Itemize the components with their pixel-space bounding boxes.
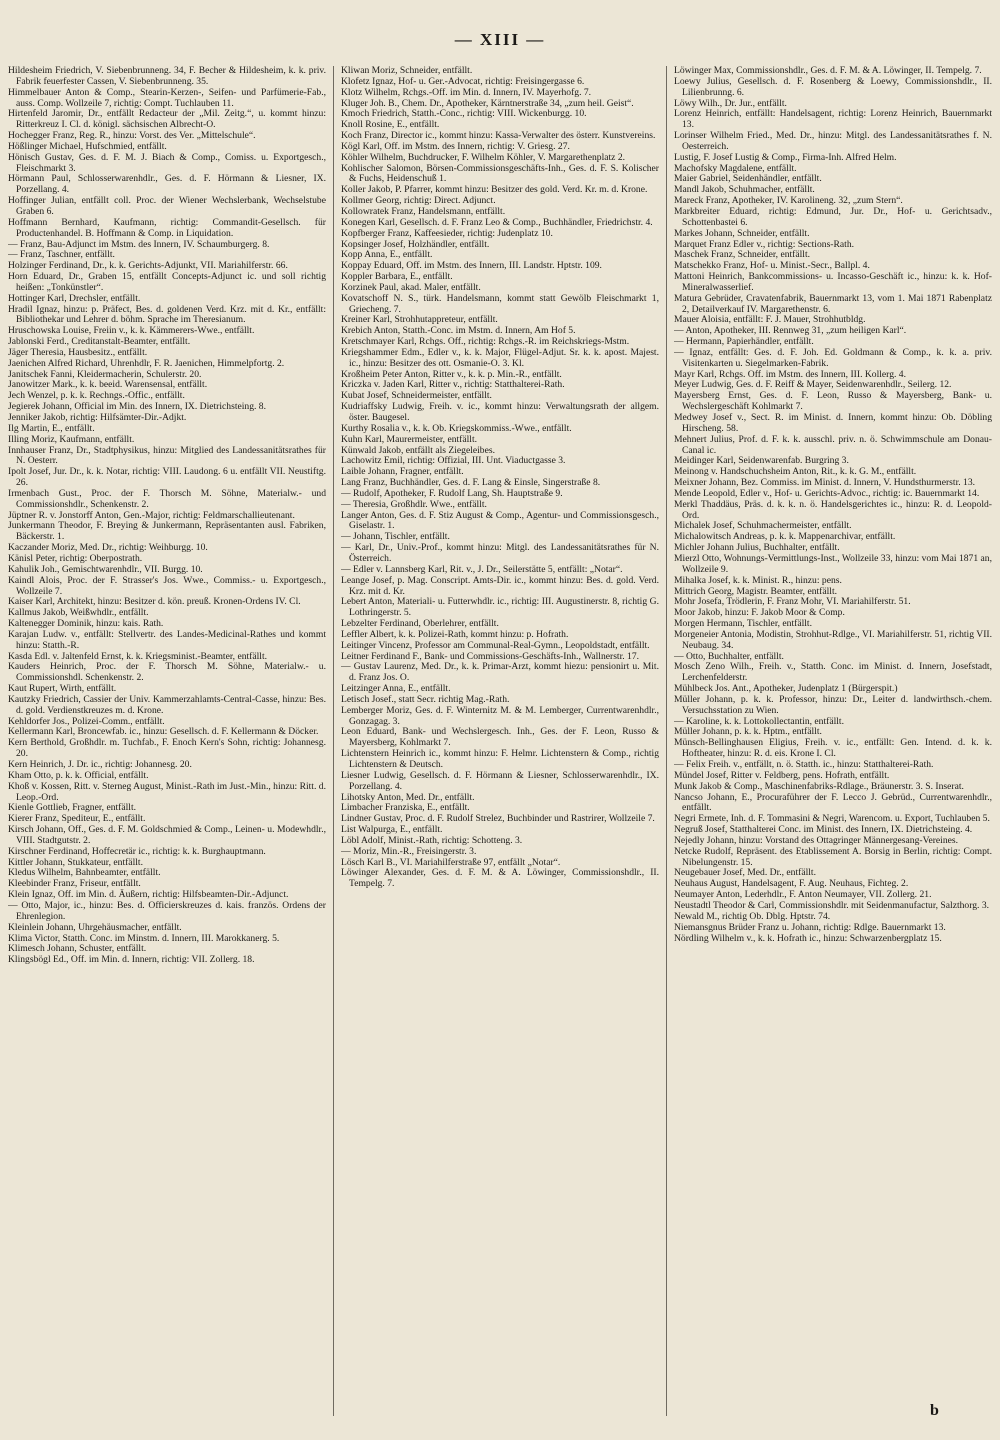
directory-entry: Mohr Josefa, Trödlerin, F. Franz Mohr, VI. Mariahilferstr. 51. <box>674 596 911 608</box>
directory-entry: Newald M., richtig Ob. Dblg. Hptstr. 74. <box>674 910 831 922</box>
directory-entry: Hruschowska Louise, Freiin v., k. k. Kämmerers-Wwe., entfällt. <box>8 325 255 337</box>
directory-entry: Müller Johann, p. k. k. Professor, hinzu: Dr., Leiter d. landwirthsch.-chem. Versuchsstation zu Wien. <box>674 693 992 716</box>
directory-entry: Medwey Josef v., Sect. R. im Minist. d. Innern, kommt hinzu: Ob. Döbling Hirscheng. 58. <box>674 412 992 434</box>
directory-entry: — Edler v. Lannsberg Karl, Rit. v., J. Dr., Seilerstätte 5, entfällt: „Notar“. <box>341 563 623 575</box>
directory-entry: Kmoch Friedrich, Statth.-Conc., richtig: VIII. Wickenburgg. 10. <box>341 108 587 120</box>
directory-entry: Marquet Franz Edler v., richtig: Sections-Rath. <box>674 238 855 250</box>
directory-entry: Hradil Ignaz, hinzu: p. Präfect, Bes. d. goldenen Verd. Krz. mit d. Kr., entfällt: Bibliothekar und Lehrer d. böhm. Sprache im Theresianum. <box>8 303 326 326</box>
directory-entry: Klein Ignaz, Off. im Min. d. Äußern, richtig: Hilfsbeamten-Dir.-Adjunct. <box>8 889 289 901</box>
directory-entry: Kreiner Karl, Strohhutappreteur, entfällt. <box>341 314 498 326</box>
directory-entry: Klima Victor, Statth. Conc. im Minstm. d. Innern, III. Marokkanerg. 5. <box>8 932 280 944</box>
directory-entry: Mandl Jakob, Schuhmacher, entfällt. <box>674 184 815 196</box>
directory-entry: Klimesch Johann, Schuster, entfällt. <box>8 943 147 955</box>
directory-entry: Maschek Franz, Schneider, entfällt. <box>674 249 811 261</box>
directory-entry: Mayr Karl, Rchgs. Off. im Mstm. des Innern, III. Kollerg. 4. <box>674 368 906 380</box>
directory-entry: Lösch Karl B., VI. Mariahilferstraße 97, entfällt „Notar“. <box>341 856 561 868</box>
directory-entry: Jech Wenzel, p. k. k. Rechngs.-Offic., entfällt. <box>8 390 185 402</box>
directory-entry: Morgeneier Antonia, Modistin, Strohhut-Rdlge., VI. Mariahilferstr. 51, richtig VII. Neubaug. 34. <box>674 628 992 651</box>
directory-entry: Horn Eduard, Dr., Graben 15, entfällt Concepts-Adjunct ic. und soll richtig heißen: „Tonkünstler“. <box>8 271 326 293</box>
directory-entry: Mattoni Heinrich, Bankcommissions- u. Incasso-Geschäft ic., hinzu: k. k. Hof-Mineralwasserlief. <box>674 271 992 293</box>
directory-entry: Matschekko Franz, Hof- u. Minist.-Secr., Ballpl. 4. <box>674 260 870 272</box>
directory-entry: Munk Jakob & Comp., Maschinenfabriks-Rdlage., Bräunerstr. 3. S. Inserat. <box>674 780 964 792</box>
directory-entry: Klingsbögl Ed., Off. im Min. d. Innern, richtig: VII. Zollerg. 18. <box>8 954 255 966</box>
directory-entry: Negruß Josef, Statthalterei Conc. im Minist. des Innern, IX. Dietrichsteing. 4. <box>674 824 973 836</box>
directory-entry: Langer Anton, Ges. d. F. Stiz August & Comp., Agentur- und Commissionsgesch., Giselastr. 1. <box>341 509 659 532</box>
directory-entry: Lihotsky Anton, Med. Dr., entfällt. <box>341 791 475 803</box>
directory-entry: Kurthy Rosalia v., k. k. Ob. Kriegskommiss.-Wwe., entfällt. <box>341 422 572 434</box>
directory-entry: — Felix Freih. v., entfällt, n. ö. Statth. ic., hinzu: Statthalterei-Rath. <box>674 759 934 770</box>
directory-entry: — Hermann, Papierhändler, entfällt. <box>674 336 814 348</box>
directory-entry: Letisch Josef., statt Secr. richtig Mag.-Rath. <box>341 693 510 705</box>
directory-entry: Hörmann Paul, Schlosserwarenhdlr., Ges. d. F. Hörmann & Liesner, IX. Porzellang. 4. <box>8 173 326 196</box>
directory-entry: Löwinger Alexander, Ges. d. F. M. & A. Löwinger, Commissionshdlr., II. Tempelg. 7. <box>341 867 659 890</box>
directory-entry: — Karl, Dr., Univ.-Prof., kommt hinzu: Mitgl. des Landessanitätsrathes für N. Österreich. <box>341 542 659 564</box>
directory-entry: Hochegger Franz, Reg. R., hinzu: Vorst. des Ver. „Mittelschule“. <box>8 130 256 142</box>
directory-entry: Kroßheim Peter Anton, Ritter v., k. k. p. Min.-R., entfällt. <box>341 368 562 380</box>
directory-entry: Kittler Johann, Stukkateur, entfällt. <box>8 856 143 868</box>
directory-entry: Junkermann Theodor, F. Breying & Junkermann, Repräsentanten ausl. Fabriken, Bäckerstr. 1. <box>8 520 326 543</box>
directory-entry: Negri Ermete, Inh. d. F. Tommasini & Negri, Warencom. u. Export, Tuchlauben 5. <box>674 813 990 825</box>
directory-entry: Kliwan Moriz, Schneider, entfällt. <box>341 66 473 76</box>
directory-entry: — Franz, Bau-Adjunct im Mstm. des Innern, IV. Schaumburgerg. 8. <box>8 238 270 250</box>
directory-entry: Jablonski Ferd., Creditanstalt-Beamter, entfällt. <box>8 336 191 348</box>
directory-entry: — Gustav Laurenz, Med. Dr., k. k. Primar-Arzt, kommt hiezu: pensionirt u. Mit. d. Franz Jos. O. <box>341 661 659 684</box>
directory-entry: Löwy Wilh., Dr. Jur., entfällt. <box>674 97 787 109</box>
directory-entry: Ilg Martin, E., entfällt. <box>8 422 95 434</box>
directory-entry: Niemansgnus Brüder Franz u. Johann, richtig: Rdlge. Bauernmarkt 13. <box>674 921 946 933</box>
column-rule <box>333 66 334 1416</box>
directory-entry: Kauders Heinrich, Proc. der F. Thorsch M. Söhne, Materialw.- u. Commissionshdl. Schenkenstr. 2. <box>8 661 326 684</box>
directory-entry: Kahulik Joh., Gemischtwarenhdlr., VII. Burgg. 10. <box>8 563 203 575</box>
directory-entry: Kallmus Jakob, Weißwhdlr., entfällt. <box>8 607 149 619</box>
directory-entry: — Otto, Buchhalter, entfällt. <box>674 650 784 662</box>
directory-entry: Nejedly Johann, hinzu: Vorstand des Ottagringer Männergesang-Vereines. <box>674 834 959 846</box>
directory-entry: Liesner Ludwig, Gesellsch. d. F. Hörmann & Liesner, Schlosserwarenhdlr., IX. Porzellang. 4. <box>341 769 659 792</box>
directory-entry: Löwinger Max, Commissionshdlr., Ges. d. F. M. & A. Löwinger, II. Tempelg. 7. <box>674 66 982 76</box>
directory-entry: Meidinger Karl, Seidenwarenfab. Burgring 3. <box>674 455 849 467</box>
directory-entry: Kriegshammer Edm., Edler v., k. k. Major, Flügel-Adjut. Sr. k. k. apost. Majest. ic., hinzu: Besitzer des ott. Osmanie-O. 3. Kl. <box>341 346 659 369</box>
directory-entry: Markes Johann, Schneider, entfällt. <box>674 227 810 239</box>
directory-entry: Lindner Gustav, Proc. d. F. Rudolf Strelez, Buchbinder und Rastrirer, Wollzeile 7. <box>341 813 655 825</box>
directory-entry: Münsch-Bellinghausen Eligius, Freih. v. ic., entfällt: Gen. Intend. d. k. k. Hoftheater, hinzu: R. d. eis. Krone I. Cl. <box>674 737 992 760</box>
directory-entry: Hoffinger Julian, entfällt coll. Proc. der Wiener Wechslerbank, Wechselstube Graben 6. <box>8 195 326 217</box>
directory-entry: Hoffmann Bernhard, Kaufmann, richtig: Commandit-Gesellsch. für Productenhandel. B. Hoffmann & Comp. in Liquidation. <box>8 216 326 239</box>
directory-entry: Künwald Jakob, entfällt als Ziegeleibes. <box>341 444 495 456</box>
directory-entry: Janitschek Fanni, Kleidermacherin, Schulerstr. 20. <box>8 368 202 380</box>
directory-entry: Köhler Wilhelm, Buchdrucker, F. Wilhelm Köhler, V. Margarethenplatz 2. <box>341 151 626 163</box>
directory-entry: Kern Heinrich, J. Dr. ic., richtig: Johannesg. 20. <box>8 759 192 770</box>
directory-entry: Kham Otto, p. k. k. Official, entfällt. <box>8 769 149 781</box>
directory-entry: Michalowitsch Andreas, p. k. k. Mappenarchivar, entfällt. <box>674 531 896 543</box>
directory-entry: Michler Johann Julius, Buchhalter, entfällt. <box>674 542 840 554</box>
directory-entry: — Otto, Major, ic., hinzu: Bes. d. Officierskreuzes d. kais. französ. Ordens der Ehrenlegion. <box>8 899 326 922</box>
directory-entry: Lichtenstern Heinrich ic., kommt hinzu: F. Helmr. Lichtenstern & Comp., richtig Lichtenstern & Deutsch. <box>341 748 659 770</box>
directory-entry: Jaenichen Alfred Richard, Uhrenhdlr, F. R. Jaenichen, Himmelpfortg. 2. <box>8 357 285 369</box>
directory-entry: Kögl Karl, Off. im Mstm. des Innern, richtig: V. Griesg. 27. <box>341 140 570 152</box>
directory-entry: Meinong v. Handschuchsheim Anton, Rit., k. k. G. M., entfällt. <box>674 466 917 478</box>
directory-entry: Korzinek Paul, akad. Maler, entfällt. <box>341 281 481 293</box>
directory-entry: Laible Johann, Fragner, entfällt. <box>341 466 464 478</box>
directory-entry: Kollowratek Franz, Handelsmann, entfällt. <box>341 205 506 217</box>
directory-entry: Maier Gabriel, Seidenhändler, entfällt. <box>674 173 822 185</box>
directory-entry: Hönisch Gustav, Ges. d. F. M. J. Biach & Comp., Comiss. u. Exportgesch., Fleischmarkt 3. <box>8 151 326 174</box>
directory-entry: Innhauser Franz, Dr., Stadtphysikus, hinzu: Mitglied des Landessanitätsrathes für N. Oesterr. <box>8 444 326 467</box>
directory-entry: Kellermann Karl, Broncewfab. ic., hinzu: Gesellsch. d. F. Kellermann & Döcker. <box>8 726 319 738</box>
directory-entry: Illing Moriz, Kaufmann, entfällt. <box>8 433 135 445</box>
directory-entry: Holzinger Ferdinand, Dr., k. k. Gerichts-Adjunkt, VII. Mariahilferstr. 66. <box>8 260 288 272</box>
directory-entry: Mündel Josef, Ritter v. Feldberg, pens. Hofrath, entfällt. <box>674 769 890 781</box>
directory-entry: — Theresia, Großhdlr. Wwe., entfällt. <box>341 498 487 510</box>
directory-entry: Knoll Rosine, E., entfällt. <box>341 119 440 131</box>
directory-entry: — Karoline, k. k. Lottokollectantin, entfällt. <box>674 715 844 727</box>
directory-entry: Leange Josef, p. Mag. Conscript. Amts-Dir. ic., kommt hinzu: Bes. d. gold. Verd. Krz. mit d. Kr. <box>341 574 659 597</box>
directory-entry: Kleinlein Johann, Uhrgehäusmacher, entfällt. <box>8 921 182 933</box>
directory-entry: List Walpurga, E., entfällt. <box>341 824 443 836</box>
directory-entry: Hottinger Karl, Drechsler, entfällt. <box>8 292 141 304</box>
directory-entry: Kledus Wilhelm, Bahnbeamter, entfällt. <box>8 867 161 879</box>
directory-entry: Kriczka v. Jaden Karl, Ritter v., richtig: Statthalterei-Rath. <box>341 379 565 391</box>
directory-entry: Müller Johann, p. k. k. Hptm., entfällt. <box>674 726 822 738</box>
directory-entry: Kirsch Johann, Off., Ges. d. F. M. Goldschmied & Comp., Leinen- u. Modewhdlr., VIII. Stadtgutstr. 2. <box>8 824 326 846</box>
directory-entry: Kluger Joh. B., Chem. Dr., Apotheker, Kärntnerstraße 34, „zum heil. Geist“. <box>341 97 634 109</box>
directory-entry: Kohlischer Salomon, Börsen-Commissionsgeschäfts-Inh., Ges. d. F. S. Kolischer & Fuchs, Heidenschuß 1. <box>341 162 659 185</box>
directory-entry: Karajan Ludw. v., entfällt: Stellvertr. des Landes-Medicinal-Rathes und kommt hinzu: Statth.-R. <box>8 628 326 651</box>
directory-entry: Kaut Rupert, Wirth, entfällt. <box>8 683 117 695</box>
directory-entry: Michalek Josef, Schuhmachermeister, entfällt. <box>674 520 852 532</box>
signature-mark: b <box>930 1402 939 1419</box>
directory-entry: Kierer Franz, Spediteur, E., entfällt. <box>8 813 146 825</box>
directory-entry: Klofetz Ignaz, Hof- u. Ger.-Advocat, richtig: Freisingergasse 6. <box>341 75 585 87</box>
directory-entry: Lorinser Wilhelm Fried., Med. Dr., hinzu: Mitgl. des Landessanitätsrathes f. N. Oesterreich. <box>674 130 992 152</box>
directory-entry: Jäger Theresia, Hausbesitz., entfällt. <box>8 346 148 358</box>
directory-entry: Kuhn Karl, Maurermeister, entfällt. <box>341 433 478 445</box>
directory-entry: Klotz Wilhelm, Rchgs.-Off. im Min. d. Innern, IV. Mayerhofg. 7. <box>341 86 592 98</box>
directory-entry: — Ignaz, entfällt: Ges. d. F. Joh. Ed. Goldmann & Comp., k. k. a. priv. Visitenkarten u. Siegelmarken-Fabrik. <box>674 346 992 369</box>
directory-entry: Känisl Peter, richtig: Oberpostrath. <box>8 552 143 564</box>
directory-entry: Neuhaus August, Handelsagent, F. Aug. Neuhaus, Fichteg. 2. <box>674 878 909 890</box>
directory-entry: Kollmer Georg, richtig: Direct. Adjunct. <box>341 195 496 207</box>
directory-entry: Kaczander Moriz, Med. Dr., richtig: Weihburgg. 10. <box>8 542 208 554</box>
directory-entry: Moor Jakob, hinzu: F. Jakob Moor & Comp. <box>674 607 845 619</box>
directory-entry: Konegen Karl, Gesellsch. d. F. Franz Leo & Comp., Buchhändler, Friedrichstr. 4. <box>341 216 653 228</box>
directory-entry: Kautzky Friedrich, Cassier der Univ. Kammerzahlamts-Central-Casse, hinzu: Bes. d. gold. Verdienstkreuzes m. d. Krone. <box>8 693 326 716</box>
directory-entry: Mittrich Georg, Magistr. Beamter, entfällt. <box>674 585 838 597</box>
text-column-2 <box>341 66 659 1418</box>
directory-entry: Krebich Anton, Statth.-Conc. im Mstm. d. Innern, Am Hof 5. <box>341 325 576 337</box>
directory-entry: Machofsky Magdalene, entfällt. <box>674 162 797 174</box>
directory-entry: — Anton, Apotheker, III. Rennweg 31, „zum heiligen Karl“. <box>674 325 907 337</box>
directory-entry: Kaiser Karl, Architekt, hinzu: Besitzer d. kön. preuß. Kronen-Ordens IV. Cl. <box>8 596 301 608</box>
column-rule <box>666 66 667 1416</box>
directory-entry: Mierzl Otto, Wohnungs-Vermittlungs-Inst., Wollzeile 33, hinzu: vom Mai 1871 an, Wollzeile 9. <box>674 552 992 575</box>
directory-entry: Merkl Thaddäus, Präs. d. k. k. n. ö. Handelsgerichtes ic., hinzu: R. d. Leopold-Ord. <box>674 498 992 521</box>
directory-entry: Mende Leopold, Edler v., Hof- u. Gerichts-Advoc., richtig: ic. Bauernmarkt 14. <box>674 487 980 499</box>
directory-entry: Matura Gebrüder, Cravatenfabrik, Bauernmarkt 13, vom 1. Mai 1871 Rabenplatz 2, Detailverkauf IV. Margarethenstr. 6. <box>674 292 992 315</box>
directory-entry: Mühlbeck Jos. Ant., Apotheker, Judenplatz 1 (Bürgerspit.) <box>674 683 898 695</box>
directory-entry: Kubat Josef, Schneidermeister, entfällt. <box>341 390 492 402</box>
directory-entry: Meyer Ludwig, Ges. d. F. Reiff & Mayer, Seidenwarenhdlr., Seilerg. 12. <box>674 379 952 391</box>
directory-entry: Leitzinger Anna, E., entfällt. <box>341 683 451 695</box>
directory-entry: Loewy Julius, Gesellsch. d. F. Rosenberg & Loewy, Commissionshdlr., II. Lilienbrunng. 6. <box>674 75 992 98</box>
text-column-3 <box>674 66 992 1418</box>
directory-entry: Kretschmayer Karl, Rchgs. Off., richtig: Rchgs.-R. im Reichskriegs-Mstm. <box>341 336 630 348</box>
directory-entry: Kopsinger Josef, Holzhändler, entfällt. <box>341 238 490 250</box>
text-column-1 <box>8 66 326 1418</box>
directory-entry: Kopfberger Franz, Kaffeesieder, richtig: Judenplatz 10. <box>341 227 553 239</box>
directory-entry: Lebert Anton, Materiali- u. Futterwhdlr. ic., richtig: III. Augustinerstr. 8, richtig G. Lothringerstr. 5. <box>341 596 659 619</box>
directory-entry: Kirschner Ferdinand, Hoffecretär ic., richtig: k. k. Burghauptmann. <box>8 845 266 857</box>
directory-entry: Koller Jakob, P. Pfarrer, kommt hinzu: Besitzer des gold. Verd. Kr. m. d. Krone. <box>341 184 648 196</box>
directory-entry: Leon Eduard, Bank- und Wechslergesch. Inh., Ges. der F. Leon, Russo & Mayersberg, Kohlmarkt 7. <box>341 726 659 749</box>
directory-entry: Limbacher Franziska, E., entfällt. <box>341 802 470 814</box>
directory-entry: Janowitzer Mark., k. k. beeid. Warensensal, entfällt. <box>8 379 208 391</box>
directory-entry: Lebzelter Ferdinand, Oberlehrer, entfällt. <box>341 618 499 630</box>
directory-entry: Morgen Hermann, Tischler, entfällt. <box>674 618 812 630</box>
directory-entry: Kehldorfer Jos., Polizei-Comm., entfällt. <box>8 715 165 727</box>
directory-entry: Neugebauer Josef, Med. Dr., entfällt. <box>674 867 816 879</box>
directory-entry: Hirtenfeld Jaromir, Dr., entfällt Redacteur der „Mil. Zeitg.“, u. kommt hinzu: Ritterkreuz I. Cl. d. königl. sächsischen Albrecht-O. <box>8 108 326 131</box>
directory-entry: Ipolt Josef, Jur. Dr., k. k. Notar, richtig: VIII. Laudong. 6 u. entfällt VII. Neustiftg. 26. <box>8 466 326 489</box>
directory-entry: Hildesheim Friedrich, V. Siebenbrunneng. 34, F. Becher & Hildesheim, k. k. priv. Fabrik feuerfester Cassen, V. Siebenbrunneng. 35. <box>8 66 326 87</box>
directory-entry: Löbl Adolf, Minist.-Rath, richtig: Schotteng. 3. <box>341 834 523 846</box>
directory-entry: Lustig, F. Josef Lustig & Comp., Firma-Inh. Alfred Helm. <box>674 151 897 163</box>
directory-entry: Kovatschoff N. S., türk. Handelsmann, kommt statt Gewölb Fleischmarkt 1, Griecheng. 7. <box>341 292 659 315</box>
directory-entry: Leffler Albert, k. k. Polizei-Rath, kommt hinzu: p. Hofrath. <box>341 628 569 640</box>
directory-entry: Nördling Wilhelm v., k. k. Hofrath ic., hinzu: Schwarzenbergplatz 15. <box>674 932 942 944</box>
directory-entry: Lang Franz, Buchhändler, Ges. d. F. Lang & Einsle, Singerstraße 8. <box>341 477 601 489</box>
directory-entry: Mehnert Julius, Prof. d. F. k. k. ausschl. priv. n. ö. Schwimmschule am Donau-Canal ic. <box>674 433 992 456</box>
directory-entry: Mosch Zeno Wilh., Freih. v., Statth. Conc. im Minist. d. Innern, Josefstadt, Lerchenfelderstr. <box>674 661 992 684</box>
directory-entry: Kaltenegger Dominik, hinzu: kais. Rath. <box>8 618 164 630</box>
directory-entry: Markbreiter Eduard, richtig: Edmund, Jur. Dr., Hof- u. Gerichtsadv., Schottenbastei 6. <box>674 205 992 228</box>
directory-entry: Koch Franz, Director ic., kommt hinzu: Kassa-Verwalter des österr. Kunstvereins. <box>341 130 656 142</box>
directory-entry: Mihalka Josef, k. k. Minist. R., hinzu: pens. <box>674 574 842 586</box>
directory-entry: Meixner Johann, Bez. Commiss. im Minist. d. Innern, V. Hundsthurmerstr. 13. <box>674 477 976 489</box>
directory-entry: Koppay Eduard, Off. im Mstm. des Innern, III. Landstr. Hptstr. 109. <box>341 260 602 272</box>
directory-entry: Khoß v. Kossen, Ritt. v. Sterneg August, Minist.-Rath im Just.-Min., hinzu: Ritt. d. Leop.-Ord. <box>8 780 326 803</box>
directory-entry: Kudriaffsky Ludwig, Freih. v. ic., kommt hinzu: Verwaltungsrath der allgem. öster. Baugesel. <box>341 401 659 423</box>
directory-entry: Mareck Franz, Apotheker, IV. Karolineng. 32, „zum Stern“. <box>674 195 903 207</box>
directory-entry: Irmenbach Gust., Proc. der F. Thorsch M. Söhne, Materialw.- und Commissionshdlr., Schenkenstr. 2. <box>8 487 326 510</box>
directory-entry: Lachowitz Emil, richtig: Offizial, III. Unt. Viaductgasse 3. <box>341 455 566 467</box>
directory-entry: Nancso Johann, E., Procuraführer der F. Lecco J. Gebrüd., Currentwarenhdlr., entfällt. <box>674 791 992 814</box>
directory-entry: Jüptner R. v. Jonstorff Anton, Gen.-Major, richtig: Feldmarschallieutenant. <box>8 509 295 521</box>
directory-entry: Kienle Gottlieb, Fragner, entfällt. <box>8 802 137 814</box>
directory-entry: Neustadtl Theodor & Carl, Commissionshdlr. mit Seidenmanufactur, Salzthorg. 3. <box>674 899 990 911</box>
directory-entry: Leitinger Vincenz, Professor am Communal-Real-Gymn., Leopoldstadt, entfällt. <box>341 639 650 651</box>
directory-entry: Kleebinder Franz, Friseur, entfällt. <box>8 878 141 890</box>
directory-entry: — Moriz, Min.-R., Freisingerstr. 3. <box>341 845 477 857</box>
directory-entry: Lemberger Moriz, Ges. d. F. Winternitz M. & M. Lemberger, Currentwarenhdlr., Gonzagag. 3. <box>341 704 659 727</box>
page-number: — XIII — <box>454 30 546 49</box>
directory-entry: — Rudolf, Apotheker, F. Rudolf Lang, Sh. Hauptstraße 9. <box>341 487 563 499</box>
directory-entry: Lorenz Heinrich, entfällt: Handelsagent, richtig: Lorenz Heinrich, Bauernmarkt 13. <box>674 108 992 131</box>
directory-entry: Mauer Aloisia, entfällt: F. J. Mauer, Strohhutbldg. <box>674 314 866 326</box>
directory-entry: Hößlinger Michael, Hufschmied, entfällt. <box>8 140 167 152</box>
directory-entry: — Johann, Tischler, entfällt. <box>341 531 450 543</box>
directory-entry: Koppler Barbara, E., entfällt. <box>341 271 453 283</box>
directory-entry: Neumayer Anton, Lederhdlr., F. Anton Neumayer, VII. Zollerg. 21. <box>674 889 932 901</box>
directory-entry: Kaindl Alois, Proc. der F. Strasser's Jos. Wwe., Commiss.- u. Exportgesch., Wollzeile 7. <box>8 574 326 597</box>
directory-entry: Kopp Anna, E., entfällt. <box>341 249 433 261</box>
directory-entry: Mayersberg Ernst, Ges. d. F. Leon, Russo & Mayersberg, Bank- u. Wechslergeschäft Kohlmarkt 7. <box>674 390 992 413</box>
directory-entry: Netcke Rudolf, Repräsent. des Etablissement A. Borsig in Berlin, richtig: Compt. Nibelungenstr. 15. <box>674 845 992 868</box>
directory-entry: Leitner Ferdinand F., Bank- und Commissions-Geschäfts-Inh., Wallnerstr. 17. <box>341 650 640 662</box>
directory-entry: Himmelbauer Anton & Comp., Stearin-Kerzen-, Seifen- und Parfümerie-Fab., auss. Comp. Wollzeile 7, richtig: Compt. Tuchlauben 11. <box>8 86 326 109</box>
directory-entry: — Franz, Taschner, entfällt. <box>8 249 115 261</box>
directory-entry: Kasda Edl. v. Jaltenfeld Ernst, k. k. Kriegsminist.-Beamter, entfällt. <box>8 650 268 662</box>
directory-entry: Jenniker Jakob, richtig: Hilfsämter-Dir.-Adjkt. <box>8 412 187 423</box>
directory-entry: Kern Berthold, Großhdlr. m. Tuchfab., F. Enoch Kern's Sohn, richtig: Johannesg. 20. <box>8 737 326 760</box>
directory-entry: Jegierek Johann, Official im Min. des Innern, IX. Dietrichsteing. 8. <box>8 401 266 413</box>
